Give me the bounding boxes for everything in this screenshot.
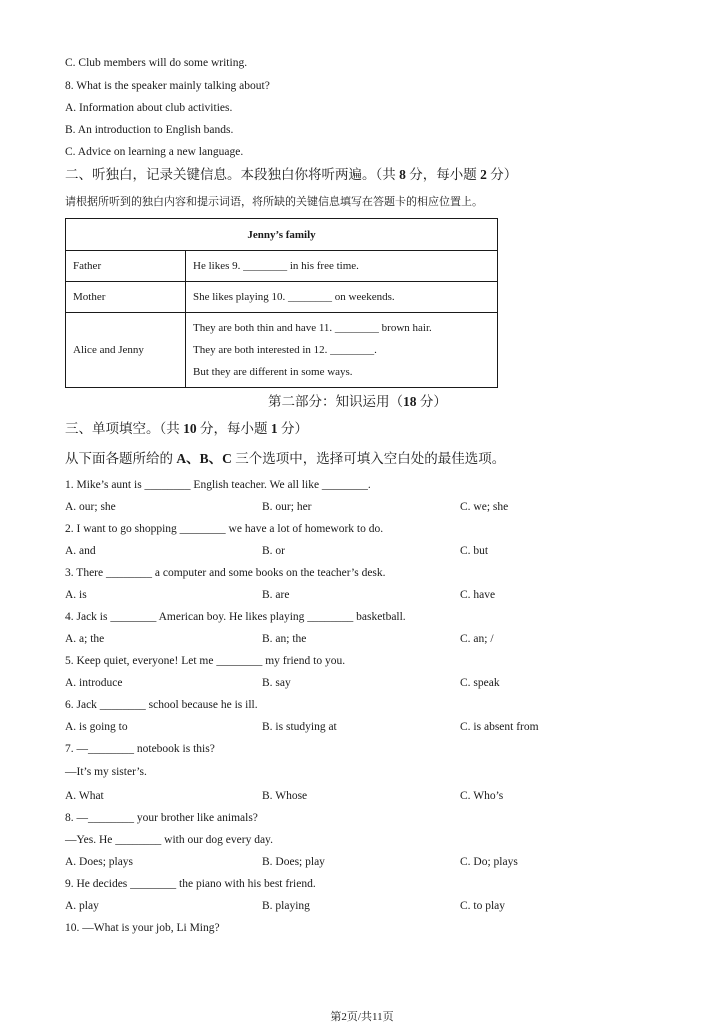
option-b: B. our; her [262,501,312,513]
table-row [66,251,498,282]
option-b: B. is studying at [262,721,337,733]
question-8-stem: 8. What is the speaker mainly talking about? [65,80,270,92]
option-b: B. say [262,677,291,689]
option-a: A. and [65,545,96,557]
page-number: 第2页/共11页 [330,1011,394,1023]
option-a: A. Does; plays [65,856,134,868]
question-2-stem: 2. I want to go shopping ________ we have a lot of homework to do. [65,523,384,535]
option-b: B. or [262,545,285,557]
option-b: B. an; the [262,633,307,645]
section-2-instruction: 请根据所听到的独白内容和提示词语，将所缺的关键信息填写在答题卡的相应位置上。 [65,196,483,208]
section-3-instruction: 从下面各题所给的 A、B、C 三个选项中，选择可填入空白处的最佳选项。 [65,451,506,466]
question-8-response: —Yes. He ________ with our dog every day. [65,834,273,846]
option-a: A. is [65,589,87,601]
question-6-stem: 6. Jack ________ school because he is ill. [65,699,258,711]
option-b: B. Whose [262,790,308,802]
option-a: A. our; she [65,501,116,513]
option-b: B. Does; play [262,856,325,868]
option-a: A. What [65,790,104,802]
table-cell-info: She likes playing 10. ________ on weekends. [186,282,498,313]
section-2-heading: 二、听独白，记录关键信息。本段独白你将听两遍。（共 8 分，每小题 2 分） [65,167,518,182]
table-line: They are both interested in 12. ________. [193,344,377,356]
question-4-stem: 4. Jack is ________ American boy. He likes playing ________ basketball. [65,611,406,623]
option-a: A. introduce [65,677,123,689]
table-title: Jenny’s family [66,219,498,251]
question-5-stem: 5. Keep quiet, everyone! Let me ________ my friend to you. [65,655,346,667]
table-cell-label: Father [66,251,186,282]
option-a: A. a; the [65,633,105,645]
option-text: A. Information about club activities. [65,102,233,114]
jenny-family-table [65,218,498,388]
option-c: C. we; she [460,501,509,513]
table-row [66,313,498,388]
table-line: They are both thin and have 11. ________ brown hair. [193,322,432,334]
option-c: C. Who’s [460,790,504,802]
question-7-stem: 7. —________ notebook is this? [65,743,215,755]
section-3-heading: 三、单项填空。（共 10 分，每小题 1 分） [65,421,308,436]
table-row [66,282,498,313]
table-cell-info [186,313,498,388]
table-cell-info: He likes 9. ________ in his free time. [186,251,498,282]
question-3-stem: 3. There ________ a computer and some books on the teacher’s desk. [65,567,386,579]
option-c: C. is absent from [460,721,539,733]
table-cell-label: Alice and Jenny [66,313,186,388]
option-c: C. an; / [460,633,494,645]
question-8-stem: 8. —________ your brother like animals? [65,812,258,824]
table-cell-label: Mother [66,282,186,313]
table-line: But they are different in some ways. [193,366,353,378]
text-line: C. Club members will do some writing. [65,57,248,69]
option-c: C. to play [460,900,506,912]
option-text: C. Advice on learning a new language. [65,146,244,158]
question-7-response: —It’s my sister’s. [65,766,147,778]
option-b: B. playing [262,900,310,912]
part-2-heading: 第二部分：知识运用（18 分） [268,394,447,409]
option-a: A. is going to [65,721,128,733]
option-c: C. but [460,545,489,557]
option-text: B. An introduction to English bands. [65,124,234,136]
question-10-stem: 10. —What is your job, Li Ming? [65,922,220,934]
option-b: B. are [262,589,290,601]
option-a: A. play [65,900,99,912]
question-9-stem: 9. He decides ________ the piano with his best friend. [65,878,316,890]
option-c: C. speak [460,677,500,689]
option-c: C. Do; plays [460,856,518,868]
option-c: C. have [460,589,496,601]
question-1-stem: 1. Mike’s aunt is ________ English teacher. We all like ________. [65,479,371,491]
